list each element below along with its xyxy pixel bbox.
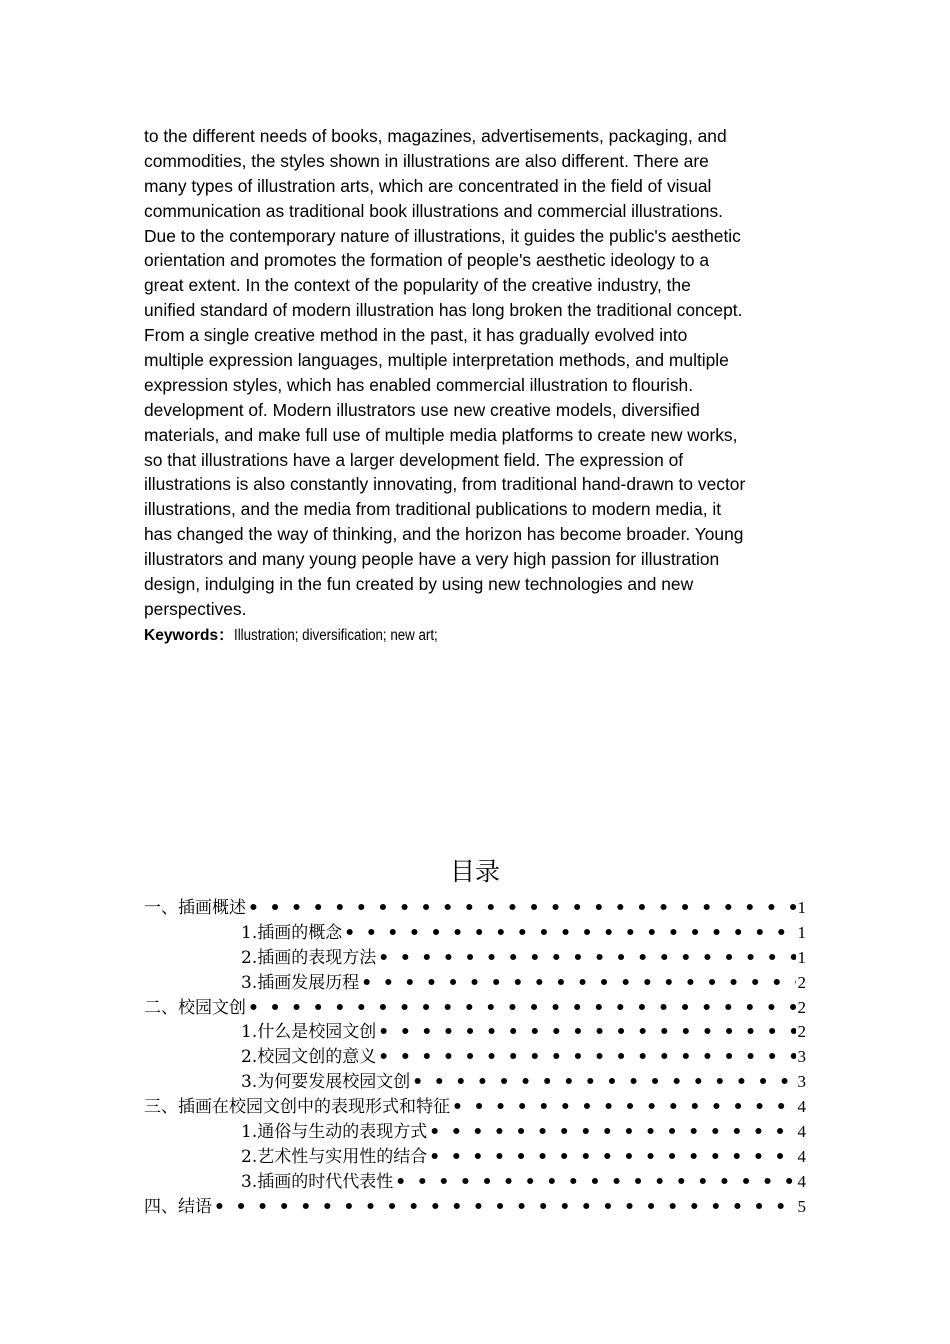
toc-entry[interactable]	[144, 1070, 806, 1095]
abstract-line: materials, and make full use of multiple media platforms to create new works,	[144, 424, 738, 445]
toc-dot-leader	[214, 1195, 796, 1220]
toc-entry[interactable]	[144, 1020, 806, 1045]
abstract-line: illustrations is also constantly innovating, from traditional hand-drawn to vector	[144, 474, 746, 495]
abstract-line: to the different needs of books, magazines, advertisements, packaging, and	[144, 126, 727, 146]
toc-page-number: 4	[797, 1122, 806, 1142]
toc-entry-title: 3.为何要发展校园文创	[241, 1072, 411, 1093]
toc-dot-leader	[378, 1020, 795, 1045]
abstract-line: design, indulging in the fun created by using new technologies and new	[144, 574, 694, 595]
abstract-line: illustrators and many young people have a very high passion for illustration	[144, 549, 720, 570]
abstract-line: expression styles, which has enabled commercial illustration to flourish.	[144, 374, 694, 395]
keywords-label: Keywords：	[144, 627, 234, 644]
toc-entry[interactable]	[144, 996, 806, 1021]
toc-entry-title: 3.插画的时代代表性	[241, 1171, 394, 1192]
table-of-contents	[144, 896, 806, 1220]
abstract-line: unified standard of modern illustration has long broken the traditional concept.	[144, 300, 743, 321]
toc-dot-leader	[344, 921, 795, 946]
toc-page-number: 1	[797, 922, 806, 942]
toc-entry[interactable]	[144, 971, 806, 996]
abstract-line: communication as traditional book illustrations and commercial illustrations.	[144, 200, 723, 221]
abstract-line: multiple expression languages, multiple interpretation methods, and multiple	[144, 350, 729, 371]
toc-entry-title: 1.插画的概念	[241, 922, 343, 943]
toc-entry[interactable]	[144, 1170, 806, 1195]
toc-page-number: 2	[797, 972, 806, 992]
keywords-line	[144, 625, 471, 647]
toc-dot-leader	[248, 996, 796, 1021]
abstract-line: Due to the contemporary nature of illustrations, it guides the public's aesthetic	[144, 225, 741, 246]
toc-entry[interactable]	[144, 1145, 806, 1170]
toc-entry-title: 三、插画在校园文创中的表现形式和特征	[144, 1097, 450, 1118]
abstract-line: illustrations, and the media from traditional publications to modern media, it	[144, 499, 722, 520]
toc-entry-title: 1.通俗与生动的表现方式	[241, 1122, 428, 1143]
toc-page-number: 4	[797, 1171, 806, 1191]
toc-dot-leader	[429, 1120, 795, 1145]
toc-page-number: 2	[797, 1022, 806, 1042]
toc-dot-leader	[361, 971, 795, 996]
toc-dot-leader	[378, 946, 795, 971]
toc-page-number: 2	[797, 997, 806, 1017]
toc-entry-title: 3.插画发展历程	[241, 972, 360, 993]
toc-entry-title: 2.艺术性与实用性的结合	[241, 1146, 428, 1167]
keywords-text: Illustration; diversification; new art;	[233, 627, 438, 644]
toc-entry-title: 2.插画的表现方法	[241, 947, 377, 968]
toc-page-number: 1	[797, 947, 806, 967]
toc-entry-title: 2.校园文创的意义	[241, 1047, 377, 1068]
toc-page-number: 3	[797, 1072, 806, 1092]
abstract-line: great extent. In the context of the popularity of the creative industry, the	[144, 275, 691, 296]
abstract-line: many types of illustration arts, which are concentrated in the field of visual	[144, 175, 712, 196]
toc-dot-leader	[429, 1145, 795, 1170]
toc-entry[interactable]	[144, 1095, 806, 1120]
abstract-line: development of. Modern illustrators use new creative models, diversified	[144, 399, 700, 420]
toc-entry[interactable]	[144, 921, 806, 946]
abstract-line: perspectives.	[144, 598, 247, 619]
toc-entry[interactable]	[144, 896, 806, 921]
abstract-line: From a single creative method in the past, it has gradually evolved into	[144, 325, 688, 346]
toc-entry[interactable]	[144, 1195, 806, 1220]
toc-page-number: 1	[797, 898, 806, 917]
toc-page-number: 5	[797, 1196, 806, 1216]
toc-entry[interactable]	[144, 1120, 806, 1145]
toc-entry-title: 1.什么是校园文创	[241, 1022, 377, 1043]
toc-title: 目录	[449, 857, 500, 886]
toc-entry-title: 四、结语	[144, 1196, 212, 1217]
abstract-line: has changed the way of thinking, and the horizon has become broader. Young	[144, 524, 744, 545]
toc-entry-title: 二、校园文创	[144, 997, 246, 1018]
toc-entry[interactable]	[144, 1045, 806, 1070]
toc-entry-title: 一、插画概述	[144, 898, 246, 918]
toc-dot-leader	[452, 1095, 796, 1120]
toc-dot-leader	[378, 1045, 795, 1070]
toc-dot-leader	[248, 896, 796, 921]
abstract-paragraph	[144, 124, 808, 622]
toc-entry[interactable]	[144, 946, 806, 971]
toc-dot-leader	[395, 1170, 795, 1195]
toc-dot-leader	[412, 1070, 795, 1095]
toc-page-number: 4	[797, 1097, 806, 1117]
toc-page-number: 3	[797, 1047, 806, 1067]
abstract-line: so that illustrations have a larger development field. The expression of	[144, 449, 684, 470]
toc-page-number: 4	[797, 1146, 806, 1166]
abstract-line: commodities, the styles shown in illustrations are also different. There are	[144, 150, 709, 171]
abstract-line: orientation and promotes the formation of people's aesthetic ideology to a	[144, 250, 710, 271]
